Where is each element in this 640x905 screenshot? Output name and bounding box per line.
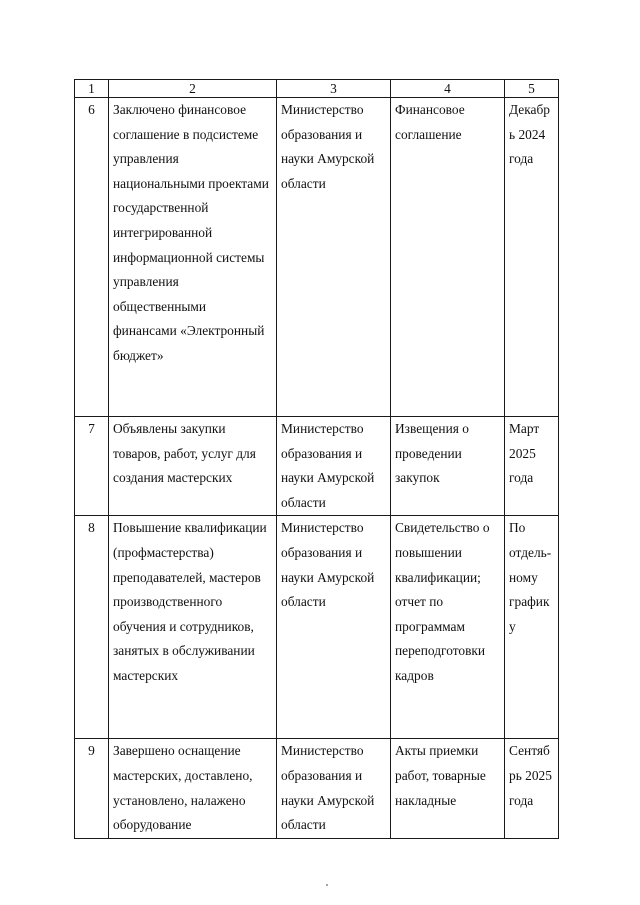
document-cell: Свидетельство о повышении квалификации; отчет по программам переподготовки кадров [391, 516, 505, 739]
row-number: 7 [75, 417, 109, 516]
table-row [75, 516, 559, 739]
deadline-cell: Декабрь 2024 года [505, 98, 559, 417]
event-cell: Повышение квалификации (профмастерства) преподавателей, мастеров производственного обучения и сотрудников, занятых в обслуживании мастерских [109, 516, 277, 739]
document-cell: Финансовое соглашение [391, 98, 505, 417]
header-cell: 2 [109, 80, 277, 98]
table-row [75, 98, 559, 417]
executor-cell: Министерство образования и науки Амурской области [277, 417, 391, 516]
table-row [75, 417, 559, 516]
document-cell: Акты приемки работ, товарные накладные [391, 739, 505, 838]
scan-speck [326, 884, 328, 886]
table-header-row [75, 80, 559, 98]
row-number: 8 [75, 516, 109, 739]
row-number: 9 [75, 739, 109, 838]
executor-cell: Министерство образования и науки Амурской области [277, 739, 391, 838]
header-cell: 5 [505, 80, 559, 98]
deadline-cell: Сентябрь 2025 года [505, 739, 559, 838]
executor-cell: Министерство образования и науки Амурской области [277, 516, 391, 739]
row-number: 6 [75, 98, 109, 417]
header-cell: 1 [75, 80, 109, 98]
header-cell: 4 [391, 80, 505, 98]
executor-cell: Министерство образования и науки Амурской области [277, 98, 391, 417]
document-cell: Извещения о проведении закупок [391, 417, 505, 516]
plan-table [74, 79, 559, 839]
table-row [75, 739, 559, 838]
event-cell: Объявлены закупки товаров, работ, услуг для создания мастерских [109, 417, 277, 516]
deadline-cell: По отдель-ному графику [505, 516, 559, 739]
event-cell: Завершено оснащение мастерских, доставлено, установлено, налажено оборудование [109, 739, 277, 838]
deadline-cell: Март 2025 года [505, 417, 559, 516]
header-cell: 3 [277, 80, 391, 98]
event-cell: Заключено финансовое соглашение в подсистеме управления национальными проектами государственной интегрированной информационной системы управления общественными финансами «Электронный бюджет» [109, 98, 277, 417]
